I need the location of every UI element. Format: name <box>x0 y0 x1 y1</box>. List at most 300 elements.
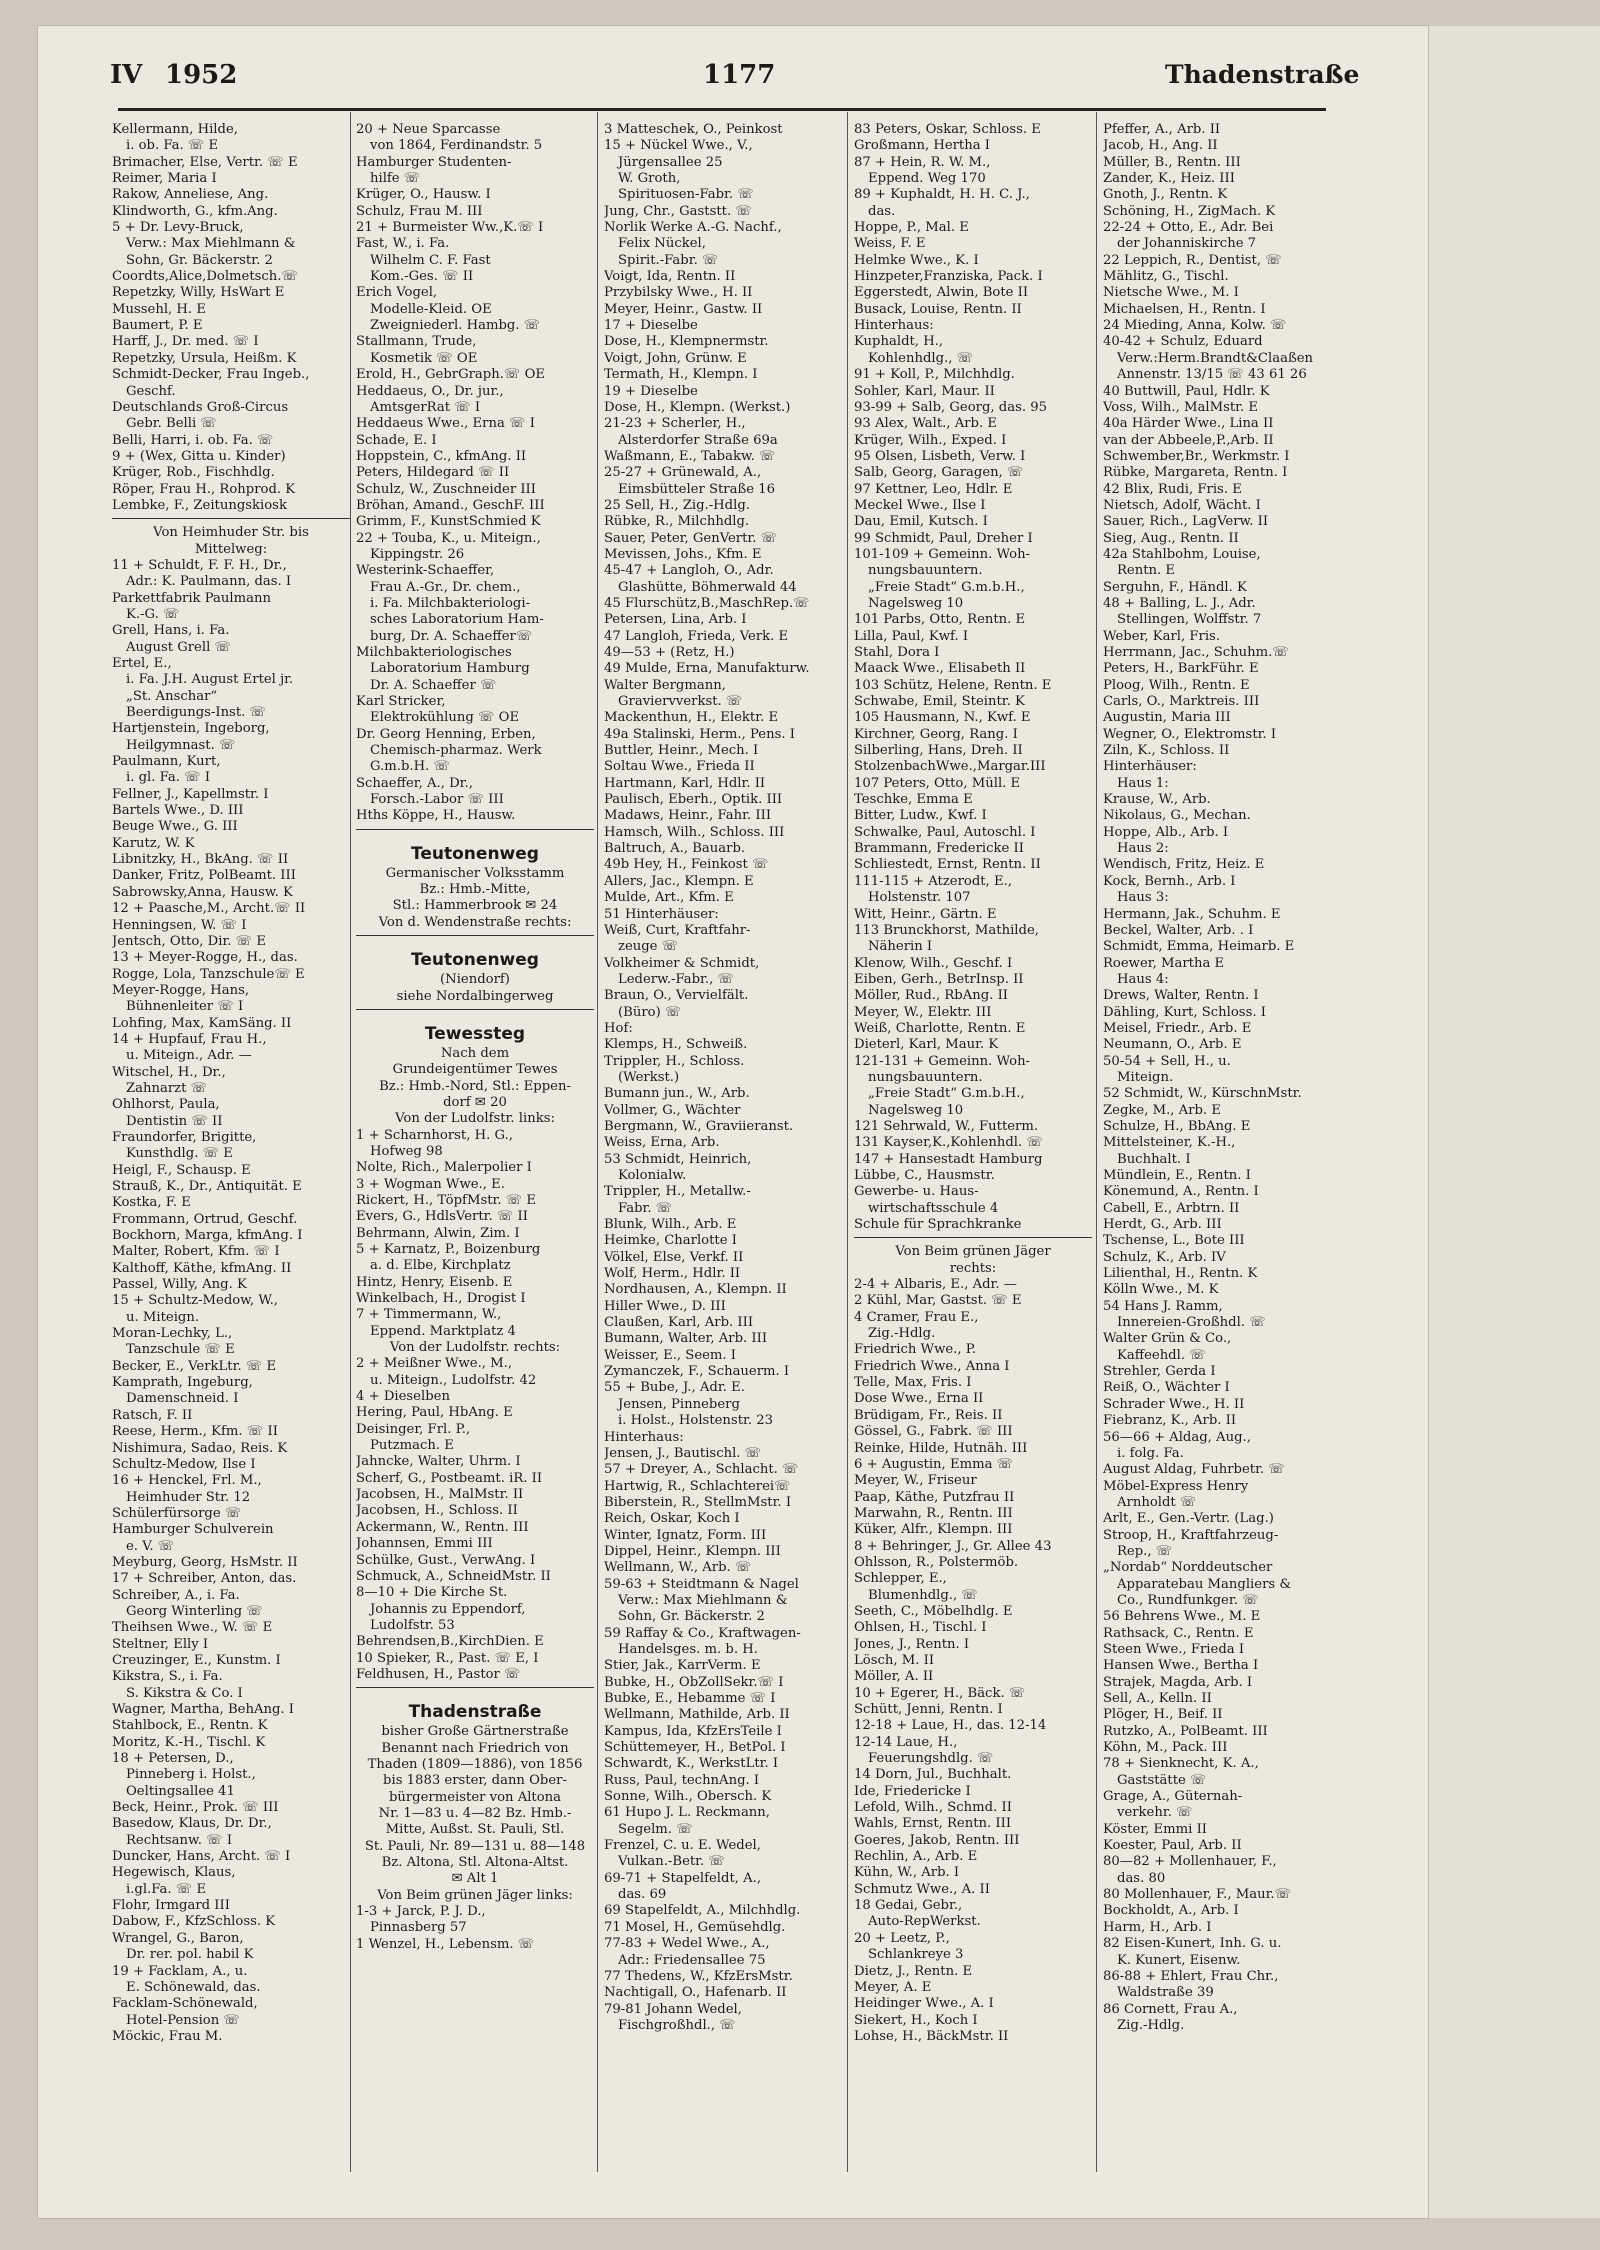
entry-continuation: Miteign. <box>1117 1069 1174 1085</box>
street-note: Stl.: Hammerbrook ✉ 24 <box>392 898 558 914</box>
entry-line: „Nordab“ Norddeutscher <box>1103 1560 1273 1576</box>
entry-line: Stallmann, Trude, <box>356 334 477 350</box>
house-number-entry: 80 Mollenhauer, F., Maur.☏ <box>1103 1887 1292 1903</box>
entry-line: Weiss, F. E <box>854 236 926 252</box>
entry-line: Wrangel, G., Baron, <box>112 1930 244 1946</box>
entry-line: Bröhan, Amand., GeschF. III <box>356 497 545 513</box>
entry-line: Erich Vogel, <box>356 285 438 301</box>
entry-line: Meisel, Friedr., Arb. E <box>1103 1020 1252 1036</box>
entry-line: Steen Wwe., Frieda I <box>1103 1641 1245 1657</box>
entry-line: Fiebranz, K., Arb. II <box>1103 1413 1237 1429</box>
column-separator <box>847 112 848 2172</box>
house-number-entry: 45-47 + Langloh, O., Adr. <box>604 563 774 579</box>
entry-line: Augustin, Maria III <box>1103 710 1231 726</box>
entry-line: Trippler, H., Schloss. <box>604 1053 745 1069</box>
entry-continuation: Kippingstr. 26 <box>370 546 465 562</box>
entry-line: Heddaeus, O., Dr. jur., <box>356 383 504 399</box>
street-note: Mitte, Außst. St. Pauli, Stl. <box>385 1822 565 1838</box>
entry-continuation: Waldstraße 39 <box>1117 1985 1214 2001</box>
column-separator <box>597 112 598 2172</box>
entry-line: Röper, Frau H., Rohprod. K <box>112 481 296 497</box>
house-number-entry: 14 + Hupfauf, Frau H., <box>112 1031 267 1047</box>
entry-continuation: Georg Winterling ☏ <box>126 1603 263 1619</box>
entry-line: Schule für Sprachkranke <box>854 1217 1022 1233</box>
house-number-entry: 2-4 + Albaris, E., Adr. — <box>854 1277 1017 1293</box>
entry-line: Brammann, Fredericke II <box>854 841 1024 857</box>
house-number-entry: 79-81 Johann Wedel, <box>604 2001 742 2017</box>
house-number-entry: 107 Peters, Otto, Müll. E <box>854 775 1021 791</box>
entry-line: Paulmann, Kurt, <box>112 754 221 770</box>
house-number-entry: 71 Mosel, H., Gemüsehdlg. <box>604 1919 786 1935</box>
entry-line: Winter, Ignatz, Form. III <box>604 1527 767 1543</box>
entry-continuation: Handelsges. m. b. H. <box>618 1641 758 1657</box>
house-number-entry: 22 Leppich, R., Dentist, ☏ <box>1103 252 1282 268</box>
entry-line: Norlik Werke A.-G. Nachf., <box>604 220 782 236</box>
entry-continuation: Kaffeehdl. ☏ <box>1117 1347 1206 1363</box>
entry-line: Baumert, P. E <box>112 318 203 334</box>
entry-line: Bumann jun., W., Arb. <box>604 1086 750 1102</box>
house-number-entry: 50-54 + Sell, H., u. <box>1103 1053 1231 1069</box>
entry-line: Lembke, F., Zeitungskiosk <box>112 497 287 513</box>
entry-line: Stier, Jak., KarrVerm. E <box>604 1658 761 1674</box>
entry-line: Kampus, Ida, KfzErsTeile I <box>604 1723 782 1739</box>
entry-continuation: Frau A.-Gr., Dr. chem., <box>370 579 521 595</box>
entry-continuation: Feuerungshdlg. ☏ <box>868 1751 994 1767</box>
entry-continuation: nungsbauuntern. <box>868 1069 983 1085</box>
house-number-entry: 19 + Facklam, A., u. <box>112 1963 248 1979</box>
entry-continuation: Haus 3: <box>1117 890 1169 906</box>
entry-continuation: Laboratorium Hamburg <box>370 661 530 677</box>
entry-continuation: Dentistin ☏ II <box>126 1113 223 1129</box>
entry-line: Hamburger Schulverein <box>112 1522 274 1538</box>
house-number-entry: 18 + Petersen, D., <box>112 1751 234 1767</box>
entry-line: Rickert, H., TöpfMstr. ☏ E <box>356 1192 537 1208</box>
entry-line: Facklam-Schönewald, <box>112 1996 258 2012</box>
entry-continuation: Verw.: Max Miehlmann & <box>126 236 296 252</box>
house-number-entry: 87 + Hein, R. W. M., <box>854 154 991 170</box>
entry-continuation: i. ob. Fa. ☏ E <box>126 138 219 154</box>
entry-continuation: Pinnasberg 57 <box>370 1920 467 1936</box>
entry-line: Kikstra, S., i. Fa. <box>112 1669 223 1685</box>
entry-line: Schütt, Jenni, Rentn. I <box>854 1702 1003 1717</box>
entry-line: Busack, Louise, Rentn. II <box>854 301 1022 317</box>
running-street-title: Thadenstraße <box>1165 60 1360 89</box>
entry-line: Heddaeus Wwe., Erna ☏ I <box>356 416 535 432</box>
entry-line: Bartels Wwe., D. III <box>112 803 244 819</box>
house-number-entry: 93-99 + Salb, Georg, das. 95 <box>854 399 1048 415</box>
entry-line: Lösch, M. II <box>854 1652 935 1668</box>
house-number-entry: 78 + Sienknecht, K. A., <box>1103 1756 1259 1772</box>
entry-line: Schwardt, K., WerkstLtr. I <box>604 1756 779 1772</box>
entry-line: Rübke, Margareta, Rentn. I <box>1103 465 1288 481</box>
house-number-entry: 56 Behrens Wwe., M. E <box>1103 1609 1261 1625</box>
entry-continuation: „Freie Stadt“ G.m.b.H., <box>868 579 1025 595</box>
entry-line: Rogge, Lola, Tanzschule☏ E <box>112 966 305 982</box>
house-number-entry: 131 Kayser,K.,Kohlenhdl. ☏ <box>854 1135 1043 1151</box>
entry-line: Schulz, Frau M. III <box>356 203 483 219</box>
entry-continuation: das. 69 <box>618 1887 667 1903</box>
house-number-entry: 40-42 + Schulz, Eduard <box>1103 334 1263 350</box>
house-number-entry: 52 Schmidt, W., KürschnMstr. <box>1103 1086 1302 1102</box>
entry-line: Voigt, John, Grünw. E <box>604 350 747 366</box>
house-number-entry: 49b Hey, H., Feinkost ☏ <box>604 857 769 873</box>
section-rule <box>356 1687 594 1694</box>
entry-line: Meyer, W., Friseur <box>854 1473 977 1489</box>
entry-continuation: Näherin I <box>868 939 933 955</box>
entry-line: Moran-Lechky, L., <box>112 1326 233 1342</box>
house-number-entry: 12-18 + Laue, H., das. 12-14 <box>854 1718 1047 1734</box>
entry-line: Kölln Wwe., M. K <box>1103 1282 1219 1298</box>
street-note: Thaden (1809—1886), von 1856 <box>367 1756 583 1772</box>
house-number-entry: 69 Stapelfeldt, A., Milchhdlg. <box>604 1903 801 1919</box>
entry-line: Marwahn, R., Rentn. III <box>854 1505 1013 1521</box>
entry-line: Voss, Wilh., MalMstr. E <box>1103 399 1259 415</box>
section-rule <box>854 1237 1092 1244</box>
house-number-entry: 12-14 Laue, H., <box>854 1734 958 1750</box>
house-number-entry: 20 + Neue Sparcasse <box>356 122 501 137</box>
entry-line: Schultz-Medow, Ilse I <box>112 1456 256 1472</box>
entry-line: Schulze, H., BbAng. E <box>1103 1118 1251 1134</box>
entry-line: Nordhausen, A., Klempn. II <box>604 1282 787 1298</box>
entry-continuation: Alsterdorfer Straße 69a <box>618 432 778 448</box>
entry-continuation: u. Miteign. <box>126 1309 200 1325</box>
entry-line: Meyburg, Georg, HsMstr. II <box>112 1554 298 1570</box>
entry-continuation: (Büro) ☏ <box>618 1004 682 1020</box>
entry-continuation: Nagelsweg 10 <box>868 1102 964 1118</box>
entry-line: Michaelsen, H., Rentn. I <box>1103 301 1266 317</box>
entry-line: Schade, E. I <box>356 432 437 448</box>
entry-continuation: u. Miteign., Ludolfstr. 42 <box>370 1372 537 1388</box>
entry-line: Schüttemeyer, H., BetPol. I <box>604 1740 786 1756</box>
house-number-entry: 93 Alex, Walt., Arb. E <box>854 416 997 432</box>
entry-line: Eggerstedt, Alwin, Bote II <box>854 285 1029 301</box>
entry-line: Repetzky, Ursula, Heißm. K <box>112 350 297 366</box>
entry-line: Klemps, H., Schweiß. <box>604 1037 748 1053</box>
street-note: bis 1883 erster, dann Ober- <box>383 1773 567 1789</box>
house-number-entry: 49—53 + (Retz, H.) <box>604 645 735 660</box>
entry-continuation: Pinneberg i. Holst., <box>126 1767 256 1783</box>
entry-line: Kalthoff, Käthe, kfmAng. II <box>112 1260 292 1276</box>
entry-line: Jensen, J., Bautischl. ☏ <box>604 1445 762 1461</box>
street-note: Von Beim grünen Jäger <box>895 1244 1051 1260</box>
entry-line: Schmutz Wwe., A. II <box>854 1881 990 1897</box>
entry-line: Sauer, Peter, GenVertr. ☏ <box>604 530 778 546</box>
entry-line: Meyer-Rogge, Hans, <box>112 982 250 998</box>
entry-line: Krause, W., Arb. <box>1103 792 1211 808</box>
entry-line: Bockholdt, A., Arb. I <box>1103 1903 1239 1919</box>
entry-line: Siekert, H., Koch I <box>854 2012 978 2028</box>
house-number-entry: 40 Buttwill, Paul, Hdlr. K <box>1103 383 1270 399</box>
entry-line: Becker, E., VerkLtr. ☏ E <box>112 1358 277 1374</box>
entry-line: Fraundorfer, Brigitte, <box>112 1129 257 1145</box>
entry-continuation: Ludolfstr. 53 <box>370 1617 455 1633</box>
entry-continuation: Glashütte, Böhmerwald 44 <box>618 579 797 595</box>
entry-line: Mündlein, E., Rentn. I <box>1103 1168 1251 1183</box>
entry-continuation: Kolonialw. <box>618 1168 687 1183</box>
entry-line: Schaeffer, A., Dr., <box>356 775 473 791</box>
entry-line: Mulde, Art., Kfm. E <box>604 890 734 906</box>
house-number-entry: 2 + Meißner Wwe., M., <box>356 1356 513 1372</box>
entry-line: Flohr, Irmgard III <box>112 1898 230 1914</box>
house-number-entry: 49a Stalinski, Herm., Pens. I <box>604 726 795 742</box>
entry-line: Grage, A., Güternah- <box>1103 1789 1243 1805</box>
entry-line: Schwalke, Paul, Autoschl. I <box>854 824 1036 840</box>
entry-continuation: Lederw.-Fabr., ☏ <box>618 971 734 987</box>
entry-line: Schmuck, A., SchneidMstr. II <box>356 1568 551 1584</box>
entry-line: Dieterl, Karl, Maur. K <box>854 1037 999 1053</box>
entry-line: Jacob, H., Ang. II <box>1103 138 1218 154</box>
entry-line: Witschel, H., Dr., <box>112 1064 226 1080</box>
entry-line: Baltruch, A., Bauarb. <box>604 841 746 857</box>
entry-line: Grimm, F., KunstSchmied K <box>356 514 541 530</box>
entry-line: Stahl, Dora I <box>854 645 940 660</box>
house-number-entry: 8—10 + Die Kirche St. <box>356 1585 508 1601</box>
entry-continuation: Oeltingsallee 41 <box>126 1783 235 1799</box>
entry-continuation: Hotel-Pension ☏ <box>126 2012 240 2028</box>
entry-line: Eiben, Gerh., BetrInsp. II <box>854 971 1024 987</box>
entry-continuation: Buchhalt. I <box>1117 1151 1191 1167</box>
entry-line: Lilienthal, H., Rentn. K <box>1103 1266 1258 1282</box>
entry-line: Dietz, J., Rentn. E <box>854 1963 973 1979</box>
entry-continuation: Sohn, Gr. Bäckerstr. 2 <box>618 1609 765 1625</box>
entry-continuation: Holstenstr. 107 <box>868 890 971 906</box>
house-number-entry: 89 + Kuphaldt, H. H. C. J., <box>854 187 1030 203</box>
entry-line: Wellmann, W., Arb. ☏ <box>604 1560 752 1576</box>
entry-line: Hinterhaus: <box>604 1429 684 1445</box>
entry-line: Dr. Georg Henning, Erben, <box>356 726 536 742</box>
entry-line: Seeth, C., Möbelhdlg. E <box>854 1603 1013 1619</box>
street-note: dorf ✉ 20 <box>443 1094 507 1110</box>
entry-line: Hamburger Studenten- <box>356 154 512 170</box>
entry-line: Schöning, H., ZigMach. K <box>1103 203 1276 219</box>
entry-continuation: Eppend. Weg 170 <box>868 171 986 187</box>
entry-continuation: burg, Dr. A. Schaeffer☏ <box>370 628 533 644</box>
entry-line: Schulz, K., Arb. IV <box>1103 1249 1226 1265</box>
entry-line: Neumann, O., Arb. E <box>1103 1037 1242 1053</box>
house-number-entry: 1 + Scharnhorst, H. G., <box>356 1127 513 1143</box>
entry-line: Friedrich Wwe., P. <box>854 1342 977 1358</box>
entry-line: Strauß, K., Dr., Antiquität. E <box>112 1179 302 1194</box>
year: 1952 <box>165 60 238 90</box>
house-number-entry: 15 + Schultz-Medow, W., <box>112 1293 278 1309</box>
entry-line: Voigt, Ida, Rentn. II <box>604 269 736 285</box>
entry-line: Müller, B., Rentn. III <box>1103 154 1241 170</box>
entry-line: Telle, Max, Fris. I <box>854 1375 972 1391</box>
entry-continuation: e. V. ☏ <box>126 1538 175 1554</box>
entry-line: Mackenthun, H., Elektr. E <box>604 710 779 726</box>
entry-continuation: Bühnenleiter ☏ I <box>126 999 244 1015</box>
entry-continuation: Vulkan.-Betr. ☏ <box>618 1854 725 1870</box>
entry-line: Lohfing, Max, KamSäng. II <box>112 1015 292 1031</box>
entry-continuation: Sohn, Gr. Bäckerstr. 2 <box>126 252 273 268</box>
street-note: siehe Nordalbingerweg <box>396 988 554 1004</box>
entry-line: Harm, H., Arb. I <box>1103 1919 1212 1935</box>
entry-line: Westerink-Schaeffer, <box>356 563 495 579</box>
entry-line: Karutz, W. K <box>112 835 195 851</box>
entry-line: Witt, Heinr., Gärtn. E <box>854 906 997 922</box>
entry-line: Hof: <box>604 1020 633 1036</box>
entry-line: Trippler, H., Metallw.- <box>604 1184 751 1200</box>
entry-continuation: Innereien-Großhdl. ☏ <box>1117 1315 1266 1331</box>
entry-line: Lohse, H., BäckMstr. II <box>854 2028 1009 2044</box>
entry-line: Scherf, G., Postbeamt. iR. II <box>356 1470 543 1486</box>
house-number-entry: 21-23 + Scherler, H., <box>604 416 746 432</box>
entry-continuation: AmtsgerRat ☏ I <box>370 399 481 415</box>
entry-line: Strajek, Magda, Arb. I <box>1103 1674 1253 1690</box>
entry-line: Hoppstein, C., kfmAng. II <box>356 448 527 464</box>
entry-line: Jacobsen, H., MalMstr. II <box>356 1487 524 1503</box>
entry-line: Friedrich Wwe., Anna I <box>854 1358 1010 1374</box>
street-note: Bz.: Hmb.-Nord, Stl.: Eppen- <box>379 1078 571 1094</box>
entry-line: Schülke, Gust., VerwAng. I <box>356 1552 536 1568</box>
entry-line: Russ, Paul, technAng. I <box>604 1772 760 1788</box>
entry-line: Moritz, K.-H., Tischl. K <box>112 1734 266 1750</box>
page-spine <box>1428 26 1600 2218</box>
column-3 <box>604 122 842 2182</box>
entry-continuation: Adr.: Friedensallee 75 <box>618 1952 766 1968</box>
entry-line: Sauer, Rich., LagVerw. II <box>1103 514 1269 530</box>
entry-continuation: Jürgensallee 25 <box>618 154 723 170</box>
house-number-entry: 18 Gedai, Gebr., <box>854 1898 963 1914</box>
entry-line: Hoppe, P., Mal. E <box>854 220 969 236</box>
entry-line: Allers, Jac., Klempn. E <box>604 873 754 889</box>
entry-line: Winkelbach, H., Drogist I <box>356 1291 526 1306</box>
entry-line: Milchbakteriologisches <box>356 645 512 660</box>
entry-line: Paap, Käthe, Putzfrau II <box>854 1489 1015 1505</box>
house-number-entry: 56—66 + Aldag, Aug., <box>1103 1429 1251 1445</box>
entry-line: Jones, J., Rentn. I <box>854 1636 970 1652</box>
house-number-entry: 95 Olsen, Lisbeth, Verw. I <box>854 448 1026 464</box>
entry-line: Strehler, Gerda I <box>1103 1364 1216 1380</box>
entry-line: Dose, H., Klempnermstr. <box>604 334 769 350</box>
entry-line: Hintz, Henry, Eisenb. E <box>356 1274 513 1290</box>
entry-line: Weiß, Curt, Kraftfahr- <box>604 922 751 938</box>
column-separator <box>350 112 351 2172</box>
house-number-entry: 86 Cornett, Frau A., <box>1103 2001 1238 2017</box>
entry-continuation: Verw.:Herm.Brandt&Claaßen <box>1117 350 1314 366</box>
entry-line: Serguhn, F., Händl. K <box>1103 579 1247 595</box>
entry-line: Ackermann, W., Rentn. III <box>356 1519 529 1535</box>
house-number-entry: 59-63 + Steidtmann & Nagel <box>604 1576 799 1592</box>
house-number-entry: 51 Hinterhäuser: <box>604 906 719 922</box>
entry-continuation: Heimhuder Str. 12 <box>126 1489 251 1505</box>
entry-line: Kühn, W., Arb. I <box>854 1865 960 1881</box>
entry-line: Biberstein, R., StellmMstr. I <box>604 1494 792 1510</box>
entry-continuation: Rentn. E <box>1117 563 1176 579</box>
entry-line: Sonne, Wilh., Obersch. K <box>604 1789 772 1805</box>
entry-line: Hamsch, Wilh., Schloss. III <box>604 824 785 840</box>
entry-line: StolzenbachWwe.,Margar.III <box>854 759 1046 775</box>
entry-continuation: Heilgymnast. ☏ <box>126 737 236 753</box>
entry-line: Deisinger, Frl. P., <box>356 1421 471 1437</box>
entry-line: Schwember,Br., Werkmstr. I <box>1103 448 1290 464</box>
entry-line: Pfeffer, A., Arb. II <box>1103 122 1221 137</box>
entry-line: Kellermann, Hilde, <box>112 122 238 137</box>
entry-continuation: Apparatebau Mangliers & <box>1117 1576 1292 1592</box>
entry-line: Hiller Wwe., D. III <box>604 1298 726 1314</box>
entry-line: Basedow, Klaus, Dr. Dr., <box>112 1816 272 1832</box>
entry-line: Schreiber, A., i. Fa. <box>112 1587 240 1603</box>
house-number-entry: 4 Cramer, Frau E., <box>854 1309 979 1325</box>
entry-line: Reese, Herm., Kfm. ☏ II <box>112 1424 278 1440</box>
house-number-entry: 97 Kettner, Leo, Hdlr. E <box>854 481 1013 497</box>
street-note: Nr. 1—83 u. 4—82 Bz. Hmb.- <box>378 1805 572 1821</box>
entry-line: Ohlsen, H., Tischl. I <box>854 1620 987 1636</box>
entry-line: Sohler, Karl, Maur. II <box>854 383 995 399</box>
house-number-entry: 9 + (Wex, Gitta u. Kinder) <box>112 448 286 464</box>
entry-continuation: von 1864, Ferdinandstr. 5 <box>370 138 543 154</box>
entry-line: Heidinger Wwe., A. I <box>854 1996 994 2012</box>
house-number-entry: 42 Blix, Rudi, Fris. E <box>1103 481 1242 497</box>
entry-line: Weisser, E., Seem. I <box>604 1347 737 1363</box>
street-note: Grundeigentümer Tewes <box>392 1062 558 1078</box>
house-number-entry: 8 + Behringer, J., Gr. Allee 43 <box>854 1538 1052 1554</box>
entry-line: Theihsen Wwe., W. ☏ E <box>112 1620 273 1636</box>
entry-continuation: Graviervverkst. ☏ <box>618 694 743 710</box>
entry-line: Beuge Wwe., G. III <box>112 819 238 835</box>
street-heading: Teutonenweg <box>411 950 539 971</box>
entry-line: Zegke, M., Arb. E <box>1103 1102 1221 1118</box>
entry-line: Wolf, Herm., Hdlr. II <box>604 1266 741 1282</box>
entry-continuation: K.-G. ☏ <box>126 606 180 622</box>
entry-line: Gnoth, J., Rentn. K <box>1103 187 1228 203</box>
entry-line: Schmidt-Decker, Frau Ingeb., <box>112 367 310 383</box>
entry-continuation: Felix Nückel, <box>618 236 706 252</box>
entry-line: Völkel, Else, Verkf. II <box>604 1249 744 1265</box>
entry-continuation: Rep., ☏ <box>1117 1543 1173 1559</box>
entry-continuation: Arnholdt ☏ <box>1117 1494 1197 1510</box>
entry-line: Lilla, Paul, Kwf. I <box>854 628 969 644</box>
entry-line: Jung, Chr., Gaststt. ☏ <box>604 203 752 219</box>
entry-line: Schülerfürsorge ☏ <box>112 1505 242 1521</box>
entry-line: Bubke, H., ObZollSekr.☏ I <box>604 1674 784 1690</box>
entry-line: Belli, Harri, i. ob. Fa. ☏ <box>112 432 274 448</box>
entry-continuation: Schlankreye 3 <box>868 1947 964 1963</box>
entry-line: Heigl, F., Schausp. E <box>112 1162 251 1178</box>
entry-line: Frommann, Ortrud, Geschf. <box>112 1211 298 1227</box>
entry-continuation: das. <box>868 203 896 219</box>
entry-line: Hths Köppe, H., Hausw. <box>356 808 516 824</box>
entry-continuation: E. Schönewald, das. <box>126 1979 261 1995</box>
entry-line: Hartjenstein, Ingeborg, <box>112 721 270 737</box>
entry-line: Lübbe, C., Hausmstr. <box>854 1168 995 1183</box>
entry-line: Grell, Hans, i. Fa. <box>112 623 230 639</box>
street-note: Bz.: Hmb.-Mitte, <box>419 882 531 898</box>
entry-line: Wagner, Martha, BehAng. I <box>112 1702 294 1717</box>
entry-line: Reiß, O., Wächter I <box>1103 1380 1230 1396</box>
column-5 <box>1103 122 1341 2182</box>
entry-line: Drews, Walter, Rentn. I <box>1103 988 1259 1004</box>
entry-continuation: Adr.: K. Paulmann, das. I <box>126 574 292 590</box>
street-note: Von der Ludolfstr. rechts: <box>389 1340 561 1356</box>
entry-line: Nietsch, Adolf, Wächt. I <box>1103 497 1261 513</box>
entry-continuation: das. 80 <box>1117 1870 1166 1886</box>
entry-line: Tschense, L., Bote III <box>1103 1233 1245 1249</box>
entry-line: Meyer, A. E <box>854 1979 932 1995</box>
entry-continuation: Zig.-Hdlg. <box>1117 2017 1185 2033</box>
section-rule <box>356 829 594 836</box>
entry-line: Frenzel, C. u. E. Wedel, <box>604 1838 761 1854</box>
house-number-entry: 5 + Dr. Levy-Bruck, <box>112 220 244 236</box>
section-rule <box>356 935 594 942</box>
entry-line: Deutschlands Groß-Circus <box>112 399 289 415</box>
house-number-entry: 10 Spieker, R., Past. ☏ E, I <box>356 1650 539 1666</box>
entry-line: Herdt, G., Arb. III <box>1103 1217 1222 1233</box>
entry-line: Ertel, E., <box>112 656 172 671</box>
house-number-entry: 113 Brunckhorst, Mathilde, <box>854 922 1039 938</box>
entry-line: Fast, W., i. Fa. <box>356 236 450 252</box>
entry-line: Beckel, Walter, Arb. . I <box>1103 922 1254 938</box>
